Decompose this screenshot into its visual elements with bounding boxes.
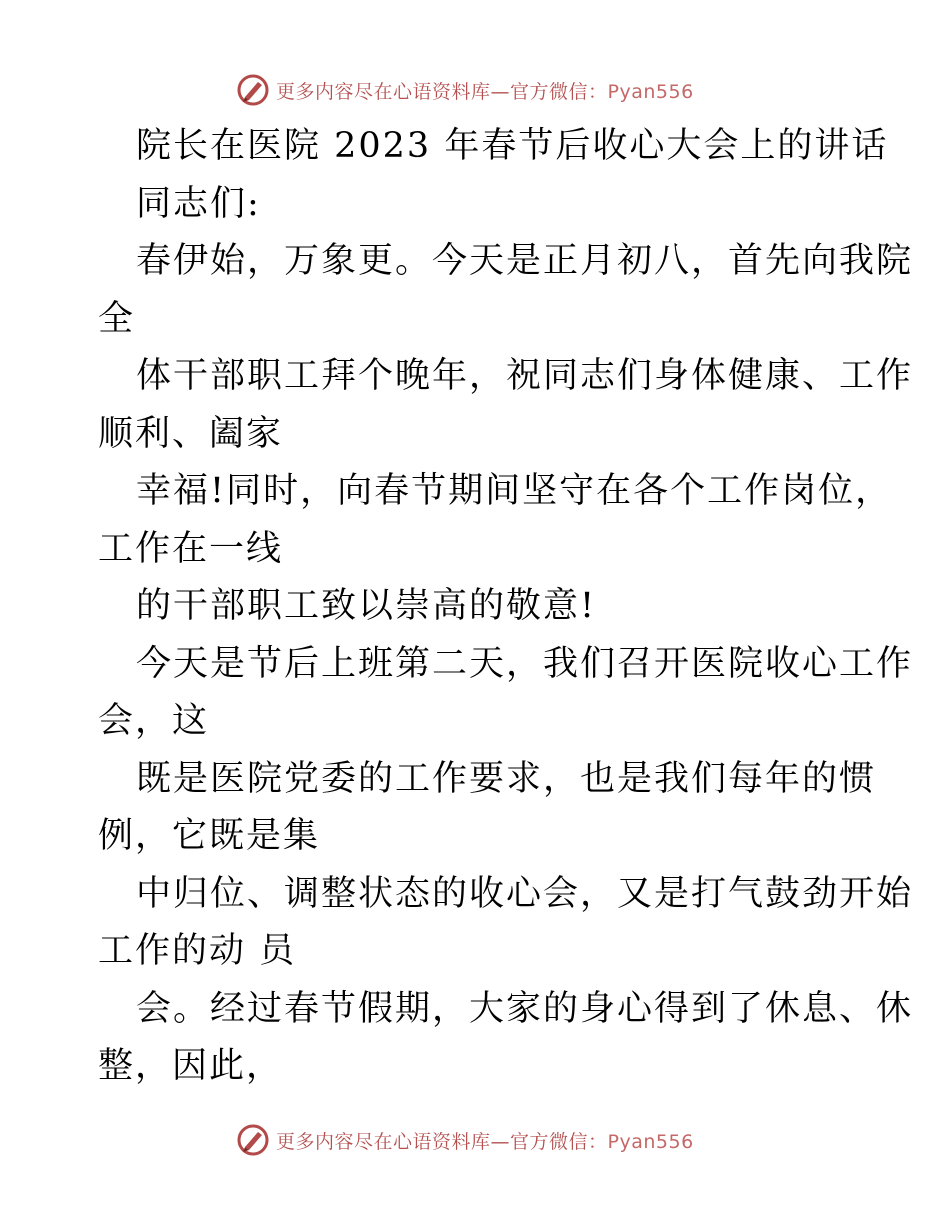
paragraph-line: 既是医院党委的工作要求，也是我们每年的惯 — [136, 758, 877, 799]
paragraph-line: 体干部职工拜个晚年，祝同志们身体健康、工作 — [136, 356, 914, 396]
paragraph-line: 中归位、调整状态的收心会，又是打气鼓劲开始 — [136, 873, 914, 914]
document-body — [98, 118, 914, 1096]
pen-logo-icon — [236, 1123, 270, 1157]
footer-banner — [236, 1122, 694, 1158]
paragraph-line: 例，它既是集 — [98, 816, 321, 856]
paragraph-line: 的干部职工致以崇高的敬意! — [136, 586, 597, 626]
salutation: 同志们: — [136, 183, 261, 224]
paragraph-line: 顺利、阖家 — [98, 413, 284, 454]
pen-logo-icon — [236, 73, 270, 107]
banner-text: 更多内容尽在心语资料库—官方微信：Pyan556 — [276, 80, 694, 103]
paragraph-line: 整，因此， — [98, 1046, 284, 1086]
paragraph-line: 会，这 — [98, 701, 210, 741]
paragraph-line: 今天是节后上班第二天，我们召开医院收心工作 — [136, 643, 914, 684]
paragraph-line: 春伊始，万象更。今天是正月初八，首先向我院 — [136, 241, 914, 281]
paragraph-line: 工作的动 员 — [98, 931, 297, 971]
doc-title: 院长在医院 2023 年春节后收心大会上的讲话 — [136, 126, 889, 166]
paragraph-line: 会。经过春节假期，大家的身心得到了休息、休 — [136, 988, 914, 1029]
paragraph-line: 工作在一线 — [98, 528, 284, 569]
header-banner — [236, 72, 694, 108]
paragraph-line: 幸福!同时，向春节期间坚守在各个工作岗位， — [136, 471, 893, 511]
paragraph-line: 全 — [98, 298, 136, 339]
banner-text: 更多内容尽在心语资料库—官方微信：Pyan556 — [276, 1130, 694, 1153]
banner-handle: Pyan556 — [607, 1130, 694, 1153]
banner-handle: Pyan556 — [607, 80, 694, 103]
